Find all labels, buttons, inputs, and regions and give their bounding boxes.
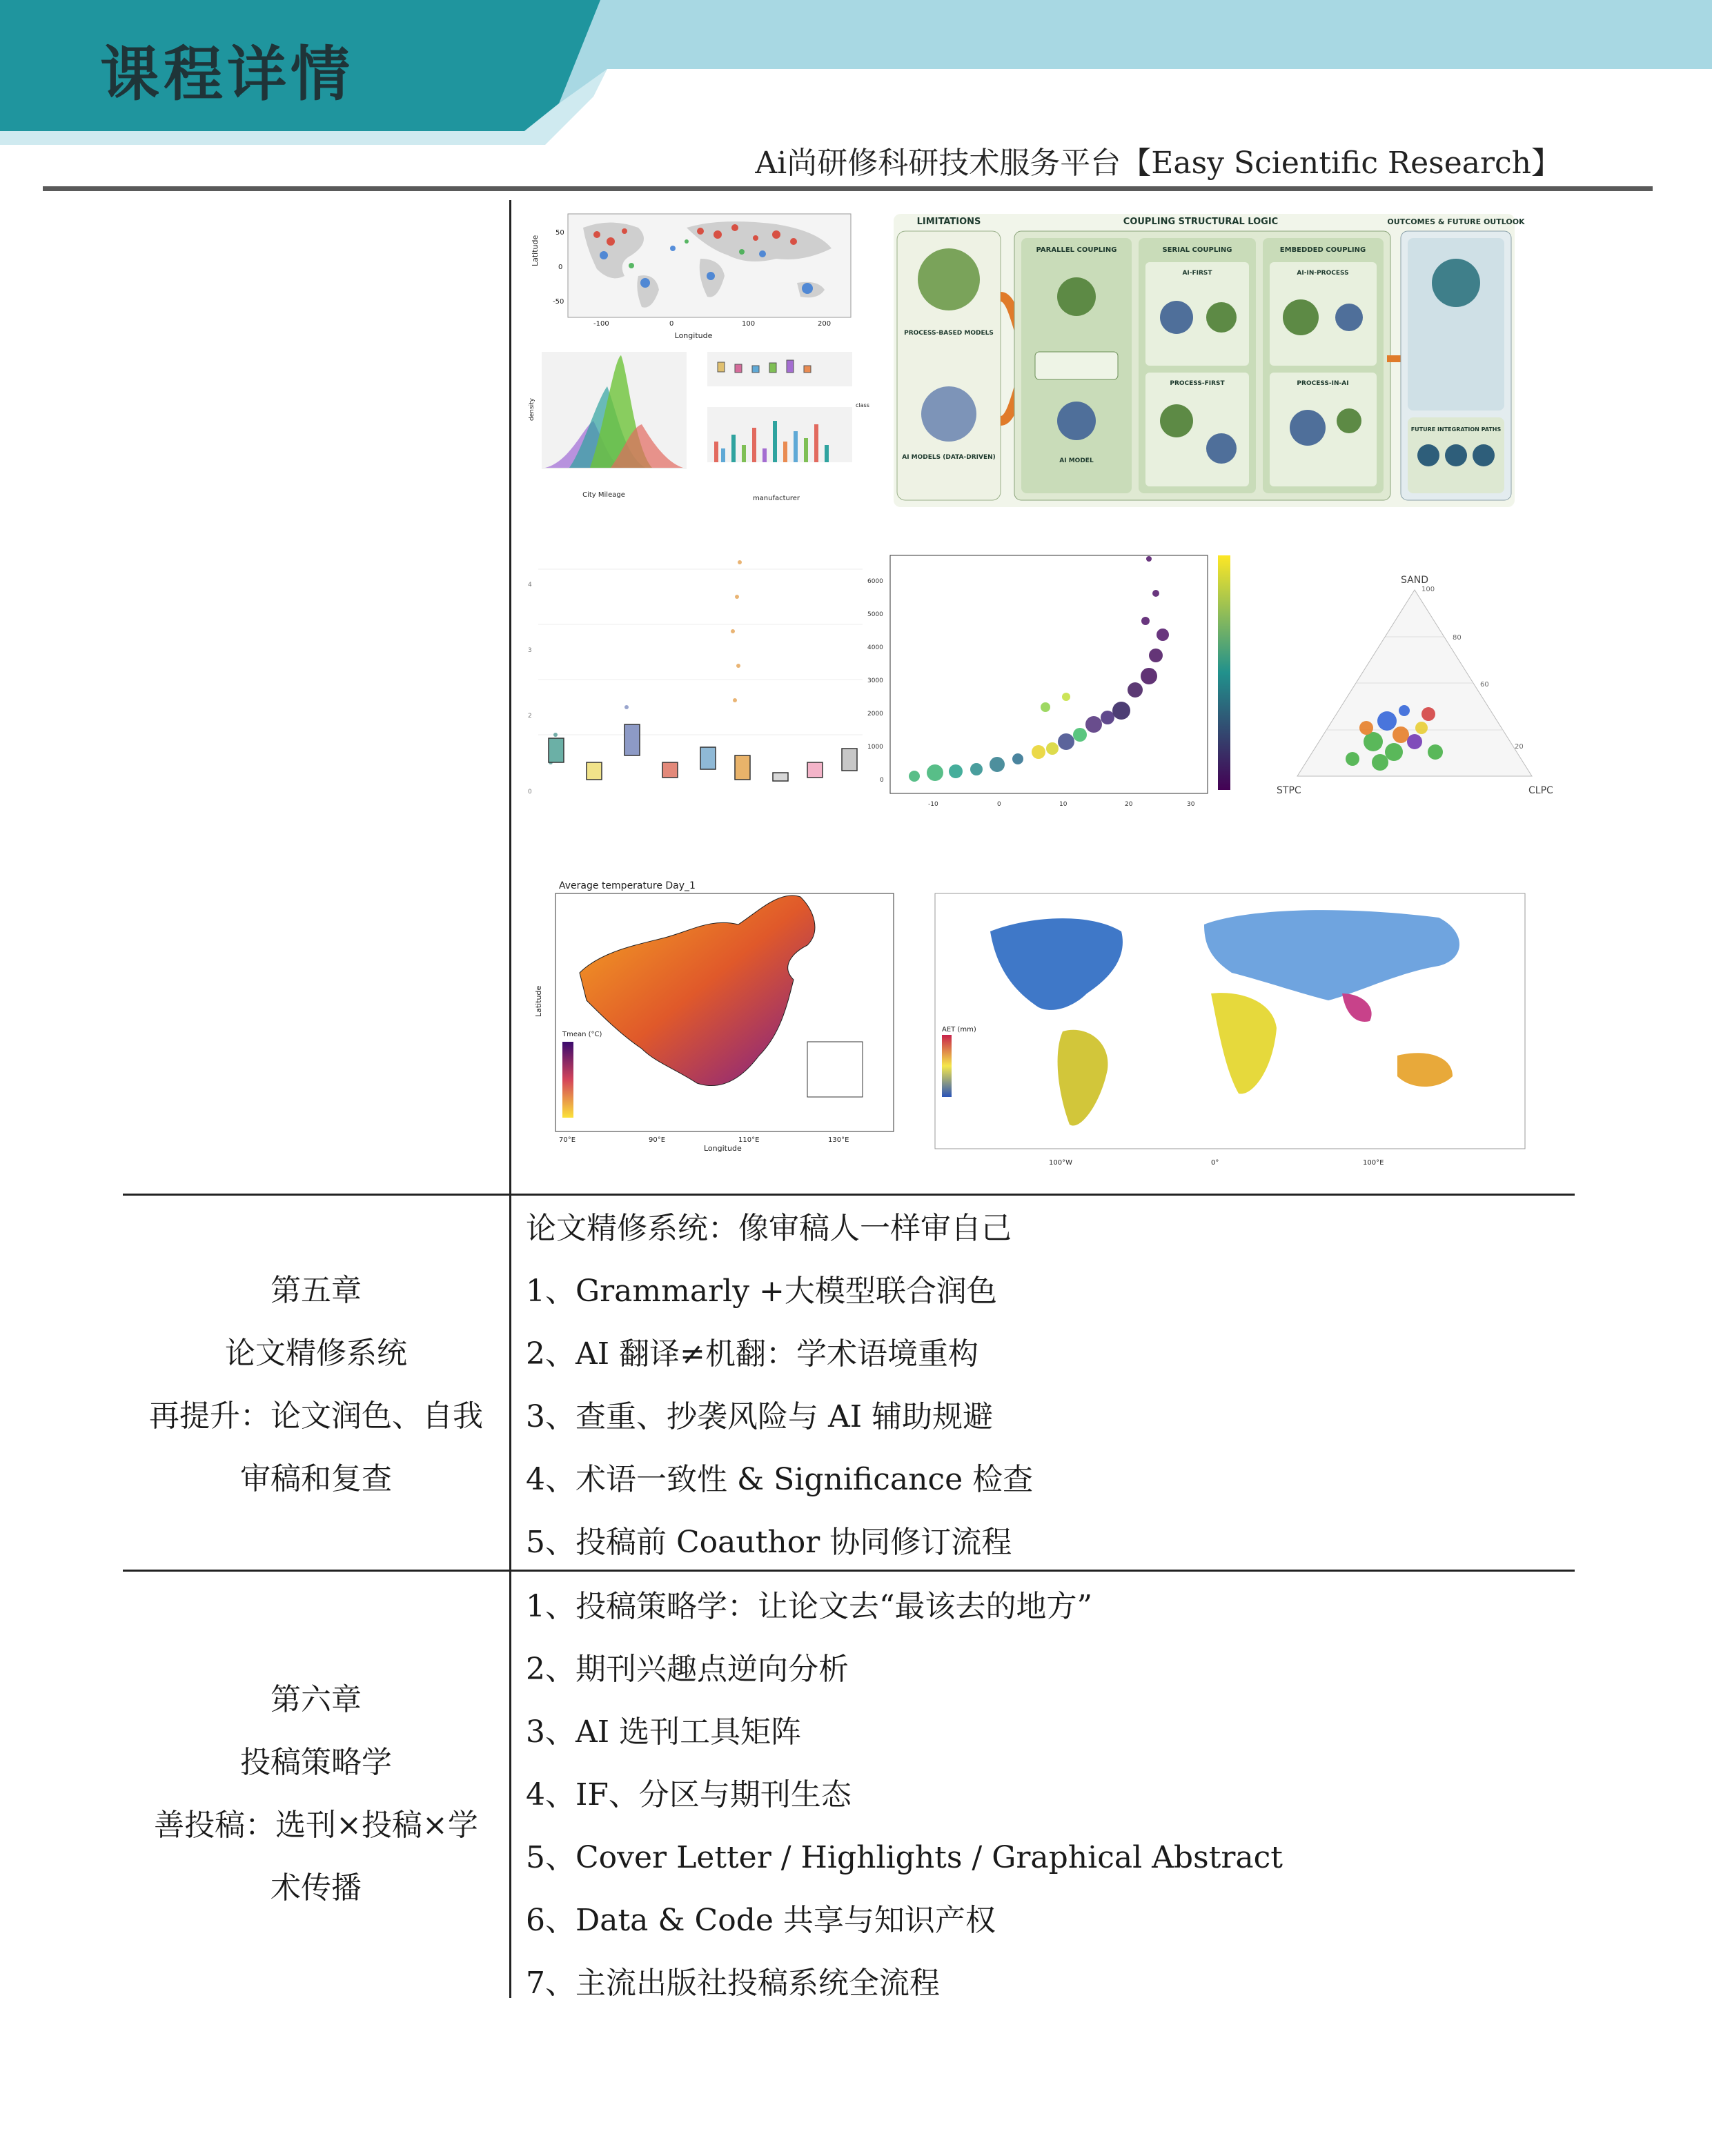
chapter-title: 论文精修系统 (225, 1336, 407, 1371)
svg-text:2000: 2000 (867, 711, 883, 718)
svg-text:EMBEDDED COUPLING: EMBEDDED COUPLING (1279, 246, 1366, 254)
world-aet-map (914, 890, 1528, 1173)
raincloud-boxplot (524, 528, 869, 804)
svg-text:1000: 1000 (867, 744, 883, 751)
list-item: 5、Cover Letter / Highlights / Graphical Abstract (526, 1840, 1283, 1875)
chapter5-items (526, 1197, 1033, 1574)
svg-text:50: 50 (555, 229, 564, 237)
svg-text:COUPLING STRUCTURAL LOGIC: COUPLING STRUCTURAL LOGIC (1123, 217, 1279, 227)
svg-text:3000: 3000 (867, 678, 883, 684)
svg-text:SAND: SAND (1401, 575, 1428, 586)
svg-text:100: 100 (1421, 586, 1435, 593)
world-map-scatter (528, 200, 856, 345)
svg-text:4: 4 (528, 582, 532, 589)
svg-text:City Mileage: City Mileage (582, 491, 625, 499)
svg-text:10: 10 (1059, 801, 1067, 808)
ternary-plot (1256, 562, 1573, 811)
svg-text:130°E: 130°E (828, 1136, 849, 1144)
svg-text:70°E: 70°E (559, 1136, 576, 1144)
svg-text:0: 0 (528, 789, 532, 795)
list-item: 2、AI 翻译≠机翻：学术语境重构 (526, 1336, 979, 1372)
svg-text:30: 30 (1187, 801, 1195, 808)
header-divider (43, 186, 1653, 191)
svg-text:AET (mm): AET (mm) (942, 1026, 976, 1034)
svg-text:PROCESS-FIRST: PROCESS-FIRST (1170, 380, 1225, 387)
svg-text:Longitude: Longitude (704, 1144, 742, 1153)
bubble-scatter (867, 552, 1252, 821)
density-boxplots (528, 345, 873, 514)
list-item: 6、Data & Code 共享与知识产权 (526, 1903, 996, 1938)
svg-text:3: 3 (528, 647, 532, 654)
svg-text:CLPC: CLPC (1528, 785, 1553, 796)
list-item: 4、IF、分区与期刊生态 (526, 1777, 852, 1812)
svg-text:100°E: 100°E (1363, 1159, 1384, 1167)
chapter-subtitle: 再提升：论文润色、自我 (149, 1398, 483, 1434)
chapter-title: 投稿策略学 (240, 1745, 392, 1780)
svg-text:20: 20 (1125, 801, 1133, 808)
platform-name: Ai尚研修科研技术服务平台【Easy Scientific Research】 (755, 146, 1562, 181)
svg-text:0: 0 (558, 264, 563, 271)
list-item: 3、查重、抄袭风险与 AI 辅助规避 (526, 1399, 994, 1434)
svg-text:110°E: 110°E (738, 1136, 760, 1144)
chapter-number: 第五章 (270, 1273, 362, 1308)
chapter6-items (526, 1575, 1283, 2015)
figure-collage (524, 200, 1573, 1180)
page-title: 课程详情 (100, 40, 354, 109)
list-item: 5、投稿前 Coauthor 协同修订流程 (526, 1525, 1012, 1560)
svg-text:FUTURE INTEGRATION PATHS: FUTURE INTEGRATION PATHS (1410, 426, 1502, 433)
svg-text:PROCESS-BASED MODELS: PROCESS-BASED MODELS (904, 330, 994, 337)
svg-text:-10: -10 (928, 801, 938, 808)
chapter-subtitle: 术传播 (270, 1870, 362, 1906)
svg-text:AI-FIRST: AI-FIRST (1182, 270, 1212, 277)
svg-text:90°E: 90°E (649, 1136, 666, 1144)
table-row-divider (123, 1194, 1575, 1196)
svg-text:SERIAL COUPLING: SERIAL COUPLING (1162, 246, 1232, 254)
svg-text:AI MODELS (DATA-DRIVEN): AI MODELS (DATA-DRIVEN) (902, 454, 996, 461)
svg-text:6000: 6000 (867, 578, 883, 585)
list-item: 3、AI 选刊工具矩阵 (526, 1714, 802, 1750)
svg-text:0: 0 (997, 801, 1001, 808)
svg-text:STPC: STPC (1277, 785, 1301, 796)
svg-text:OUTCOMES & FUTURE OUTLOOK: OUTCOMES & FUTURE OUTLOOK (1387, 217, 1525, 226)
svg-text:density: density (529, 398, 535, 421)
svg-text:class: class (856, 402, 869, 408)
svg-text:5000: 5000 (867, 611, 883, 618)
list-item: 1、Grammarly +大模型联合润色 (526, 1274, 997, 1309)
axis-label: Longitude (674, 331, 713, 340)
svg-text:AI MODEL: AI MODEL (1059, 457, 1094, 464)
chapter5-title-cell (123, 1259, 509, 1510)
coupling-diagram (894, 214, 1525, 507)
axis-label: Latitude (531, 235, 540, 266)
china-temperature-map (531, 876, 897, 1152)
svg-text:LIMITATIONS: LIMITATIONS (916, 217, 981, 227)
chapter-number: 第六章 (270, 1682, 362, 1717)
list-item: 论文精修系统：像审稿人一样审自己 (526, 1211, 1012, 1246)
svg-text:4000: 4000 (867, 644, 883, 651)
svg-text:Latitude: Latitude (534, 985, 543, 1017)
chapter6-title-cell (123, 1668, 509, 1919)
svg-text:60: 60 (1480, 681, 1489, 689)
table-column-divider (509, 200, 511, 1998)
svg-text:0: 0 (669, 320, 674, 328)
list-item: 4、术语一致性 & Significance 检查 (526, 1462, 1034, 1497)
svg-text:Average temperature Day_1: Average temperature Day_1 (559, 880, 696, 891)
svg-text:-100: -100 (593, 320, 609, 328)
list-item: 1、投稿策略学：让论文去“最该去的地方” (526, 1589, 1092, 1624)
svg-text:0°: 0° (1211, 1159, 1219, 1167)
list-item: 2、期刊兴趣点逆向分析 (526, 1652, 849, 1687)
svg-text:Tmean (°C): Tmean (°C) (562, 1031, 602, 1038)
svg-text:0: 0 (880, 777, 884, 784)
list-item: 7、主流出版社投稿系统全流程 (526, 1966, 940, 2001)
svg-text:PROCESS-IN-AI: PROCESS-IN-AI (1297, 380, 1349, 387)
svg-text:80: 80 (1453, 634, 1462, 642)
svg-text:2: 2 (528, 713, 532, 720)
chapter-subtitle: 善投稿：选刊×投稿×学 (154, 1808, 478, 1843)
chapter-subtitle: 审稿和复查 (240, 1461, 392, 1496)
svg-text:AI-IN-PROCESS: AI-IN-PROCESS (1297, 270, 1349, 277)
svg-text:200: 200 (818, 320, 832, 328)
svg-text:manufacturer: manufacturer (752, 495, 800, 502)
svg-text:20: 20 (1515, 743, 1524, 751)
svg-text:-50: -50 (553, 298, 564, 306)
svg-text:100: 100 (742, 320, 756, 328)
svg-text:PARALLEL COUPLING: PARALLEL COUPLING (1036, 246, 1117, 254)
svg-text:100°W: 100°W (1049, 1159, 1072, 1167)
